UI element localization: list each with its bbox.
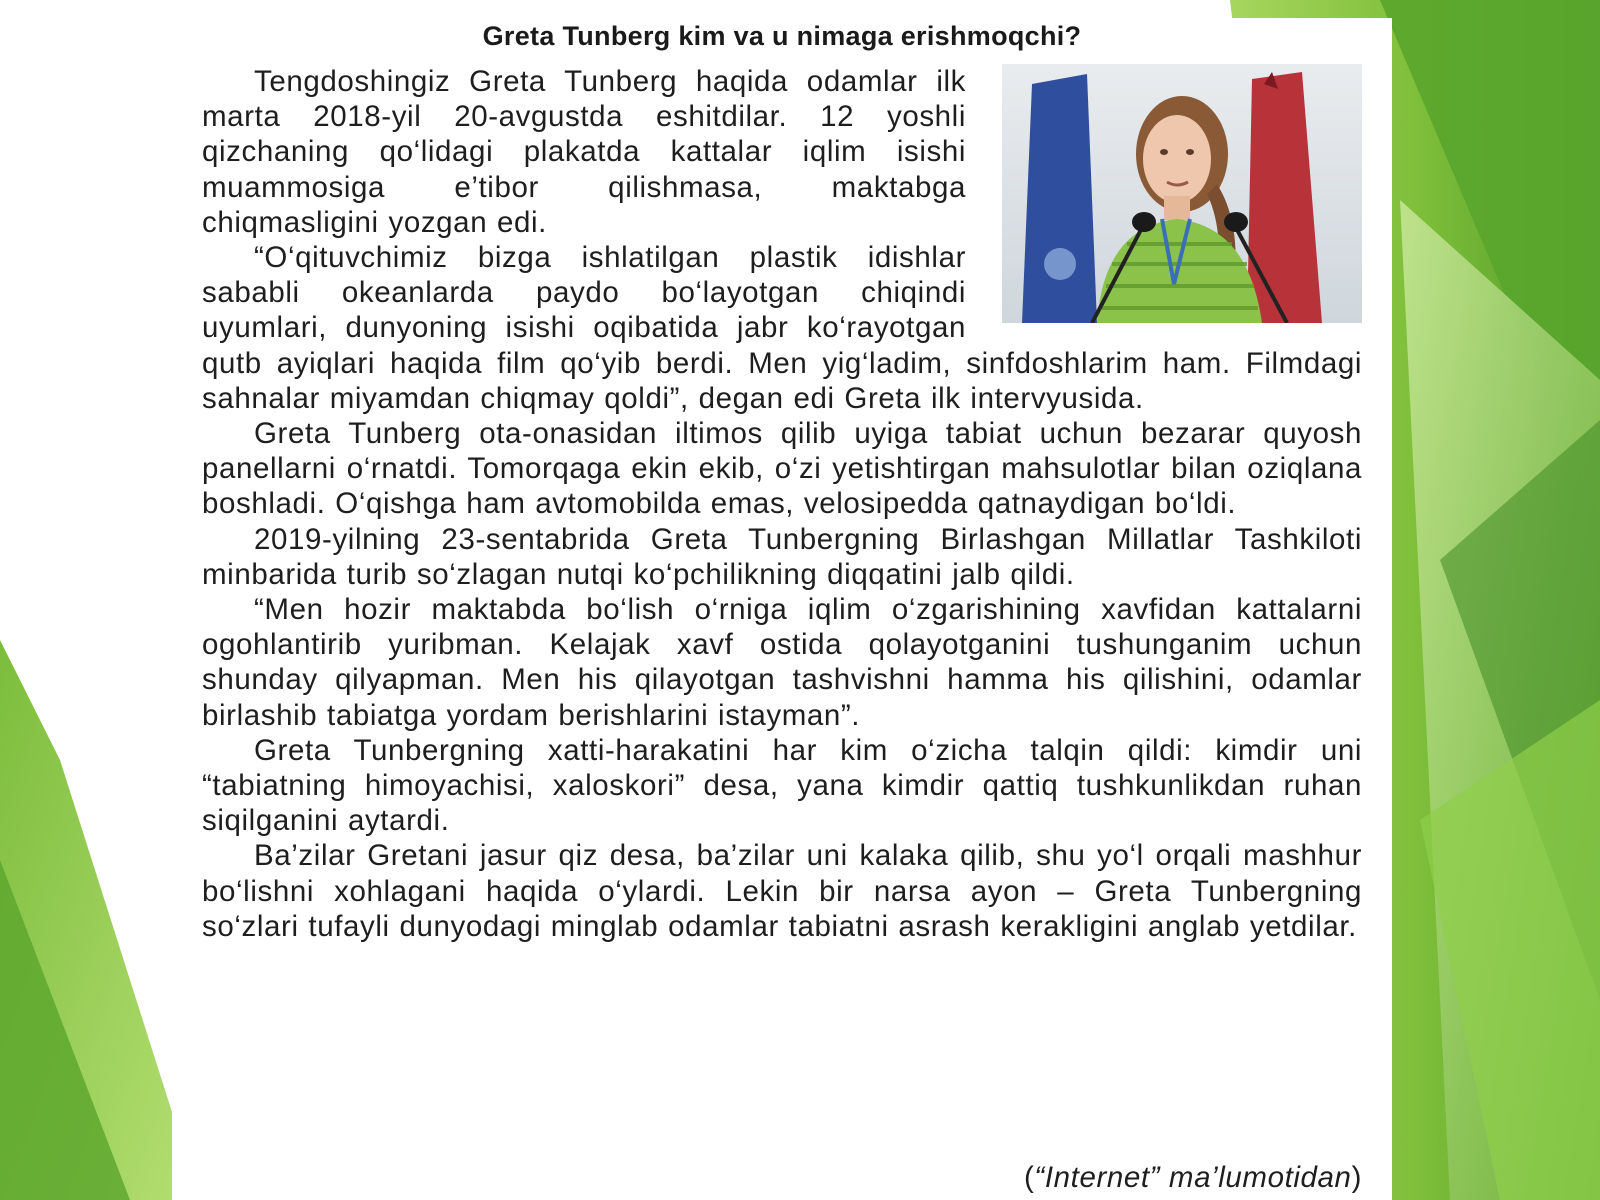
article-body	[202, 64, 1362, 944]
paragraph-2: “O‘qituvchimiz bizga ishlatilgan plastik idishlar sababli okeanlarda paydo bo‘layotgan chiqindi uyumlari, dunyoning isishi oqibatida jabr ko‘rayotgan qutb ayiqlari haqida film qo‘yib berdi. Men yig‘ladim, sinfdoshlarim ham. Filmdagi sahnalar miyamdan chiqmay qoldi”, degan edi Greta ilk intervyusida.	[202, 241, 1362, 415]
paragraph-4: 2019-yilning 23-sentabrida Greta Tunbergning Birlashgan Millatlar Tashkiloti minbarida turib so‘zlagan nutqi ko‘pchilikning diqqatini jalb qildi.	[202, 522, 1362, 591]
textbook-page	[172, 18, 1392, 1200]
photo-illustration-icon	[1002, 64, 1362, 323]
paragraph-3: Greta Tunberg ota-onasidan iltimos qilib uyiga tabiat uchun bezarar quyosh panellarni o‘rnatdi. Tomorqaga ekin ekib, o‘zi yetishtirgan mahsulotlar bilan oziqlana boshladi. O‘qishga ham avtomobilda emas, velosipedda qatnaydigan bo‘ldi.	[202, 417, 1362, 521]
source-open-paren: (	[1023, 1161, 1035, 1194]
source-citation	[1024, 1160, 1362, 1196]
paragraph-5: “Men hozir maktabda bo‘lish o‘rniga iqlim o‘zgarishining xavfidan kattalarni ogohlantirib yuribman. Kelajak xavf ostida qolayotganini tushunganim uchun shunday qilyapman. Men his qilayotgan tashvishni hamma his qilishini, odamlar birlashib tabiatga yordam berishlarini istayman”.	[202, 593, 1362, 732]
paragraph-1: Tengdoshingiz Greta Tunberg haqida odamlar ilk marta 2018-yil 20-avgustda eshitdilar. 12 yoshli qizchaning qo‘lidagi plakatda kattalar iqlim isishi muammosiga e’tibor qilishmasa, maktabga chiqmasligini yozgan edi.	[202, 65, 966, 239]
source-text: “Internet” ma’lumotidan	[1034, 1161, 1352, 1194]
page-title: Greta Tunberg kim va u nimaga erishmoqchi?	[482, 21, 1082, 51]
source-close-paren: )	[1351, 1161, 1362, 1194]
paragraph-6: Greta Tunbergning xatti-harakatini har kim o‘zicha talqin qildi: kimdir uni “tabiatning himoyachisi, xaloskori” desa, yana kimdir qattiq tushkunlikdan ruhan siqilganini aytardi.	[202, 733, 1362, 838]
photo-greta-speaking-at-podium	[1002, 64, 1362, 323]
paragraph-7: Ba’zilar Gretani jasur qiz desa, ba’zilar uni kalaka qilib, shu yo‘l orqali mashhur bo‘lishni xohlagani haqida o‘ylardi. Lekin bir narsa ayon – Greta Tunbergning so‘zlari tufayli dunyodagi minglab odamlar tabiatni asrash kerakligini anglab yetdilar.	[202, 839, 1362, 943]
